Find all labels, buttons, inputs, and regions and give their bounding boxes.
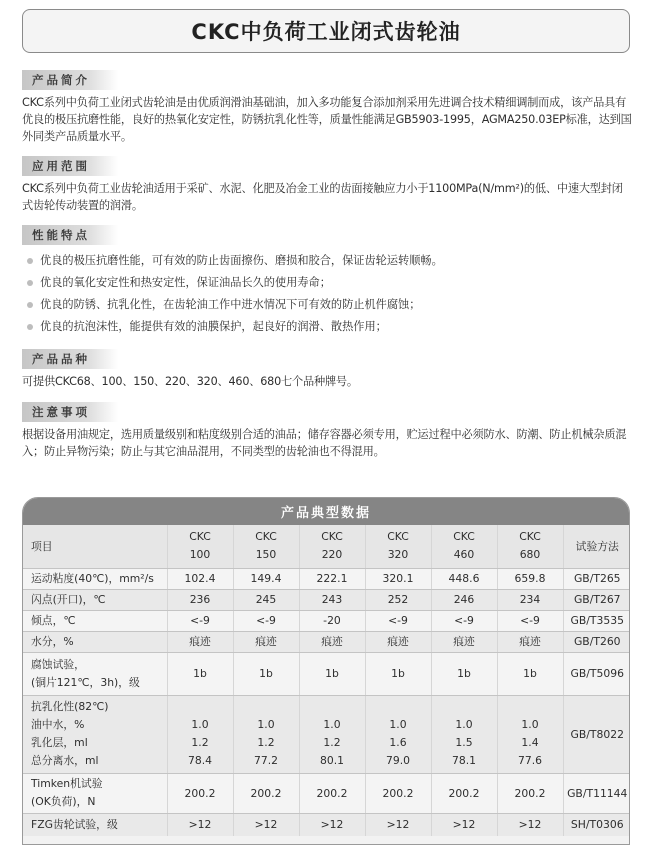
- feature-item: 优良的防锈、抗乳化性，在齿轮油工作中进水情况下可有效的防止机件腐蚀；: [22, 294, 632, 316]
- table-cell: 1b: [167, 652, 233, 695]
- row-label: 抗乳化性(82℃) 油中水，% 乳化层，ml 总分离水，ml: [23, 695, 167, 773]
- section-heading: 注意事项: [22, 402, 118, 422]
- header-grade: CKC 100: [167, 525, 233, 568]
- section-heading: 产品品种: [22, 349, 118, 369]
- application-text: CKC系列中负荷工业齿轮油适用于采矿、水泥、化肥及冶金工业的齿面接触应力小于1100MPa(N/mm²)的低、中速大型封闭式齿轮传动装置的润滑。: [22, 182, 623, 212]
- table-cell: 252: [365, 589, 431, 610]
- table-cell: <-9: [497, 610, 563, 631]
- table-cell: 1b: [497, 652, 563, 695]
- table-cell: 1.0 1.2 78.4: [167, 695, 233, 773]
- table-cell: -20: [299, 610, 365, 631]
- data-table: [23, 525, 630, 836]
- table-cell: 痕迹: [299, 631, 365, 652]
- table-cell: >12: [497, 813, 563, 836]
- table-cell: 1b: [233, 652, 299, 695]
- table-cell: 1b: [431, 652, 497, 695]
- table-cell: <-9: [233, 610, 299, 631]
- table-cell: >12: [365, 813, 431, 836]
- section-notes: [22, 401, 632, 460]
- title-box: [22, 9, 630, 53]
- row-label: Timken机试验 (OK负荷)，N: [23, 773, 167, 813]
- table-cell: 236: [167, 589, 233, 610]
- method-cell: GB/T267: [563, 589, 630, 610]
- table-cell: 246: [431, 589, 497, 610]
- table-cell: 149.4: [233, 568, 299, 589]
- table-cell: 200.2: [431, 773, 497, 813]
- section-heading: 性能特点: [22, 225, 118, 245]
- table-row: [23, 773, 630, 813]
- method-cell: GB/T3535: [563, 610, 630, 631]
- feature-list: [22, 250, 632, 338]
- row-label: 运动粘度(40℃)，mm²/s: [23, 568, 167, 589]
- row-label: 闪点(开口)，℃: [23, 589, 167, 610]
- feature-item: 优良的抗泡沫性，能提供有效的油膜保护，起良好的润滑、散热作用；: [22, 316, 632, 338]
- table-cell: >12: [233, 813, 299, 836]
- table-row: [23, 568, 630, 589]
- table-cell: <-9: [365, 610, 431, 631]
- table-cell: 200.2: [167, 773, 233, 813]
- table-cell: >12: [167, 813, 233, 836]
- table-cell: 320.1: [365, 568, 431, 589]
- header-item: 项目: [23, 525, 167, 568]
- table-cell: 1.0 1.2 80.1: [299, 695, 365, 773]
- table-row: [23, 610, 630, 631]
- feature-item: 优良的氧化安定性和热安定性，保证油品长久的使用寿命；: [22, 272, 632, 294]
- table-cell: 痕迹: [365, 631, 431, 652]
- section-intro: [22, 69, 632, 145]
- table-cell: 659.8: [497, 568, 563, 589]
- feature-item: 优良的极压抗磨性能，可有效的防止齿面擦伤、磨损和胶合，保证齿轮运转顺畅。: [22, 250, 632, 272]
- table-cell: 1b: [365, 652, 431, 695]
- table-title: 产品典型数据: [23, 498, 629, 525]
- table-cell: 245: [233, 589, 299, 610]
- header-grade: CKC 220: [299, 525, 365, 568]
- table-cell: <-9: [167, 610, 233, 631]
- table-cell: 448.6: [431, 568, 497, 589]
- intro-text: CKC系列中负荷工业闭式齿轮油是由优质润滑油基础油，加入多功能复合添加剂采用先进调合技术精细调制而成，该产品具有优良的极压抗磨性能，良好的热氧化安定性，防锈抗乳化性等，质量性能满足GB5903-1995，AGMA250.03EP标准，达到国外同类产品质量水平。: [22, 96, 632, 143]
- header-grade: CKC 320: [365, 525, 431, 568]
- table-cell: 1.0 1.5 78.1: [431, 695, 497, 773]
- table-cell: 1.0 1.2 77.2: [233, 695, 299, 773]
- section-application: [22, 155, 632, 214]
- table-cell: 痕迹: [233, 631, 299, 652]
- header-grade: CKC 680: [497, 525, 563, 568]
- row-label: FZG齿轮试验，级: [23, 813, 167, 836]
- table-cell: 234: [497, 589, 563, 610]
- table-cell: 200.2: [299, 773, 365, 813]
- typical-data-table: [22, 497, 630, 845]
- table-cell: 222.1: [299, 568, 365, 589]
- table-row: [23, 652, 630, 695]
- row-label: 水分，%: [23, 631, 167, 652]
- table-row: [23, 695, 630, 773]
- table-cell: 1b: [299, 652, 365, 695]
- method-cell: GB/T11144: [563, 773, 630, 813]
- header-grade: CKC 150: [233, 525, 299, 568]
- method-cell: GB/T5096: [563, 652, 630, 695]
- table-cell: 1.0 1.4 77.6: [497, 695, 563, 773]
- table-cell: 102.4: [167, 568, 233, 589]
- table-row: [23, 589, 630, 610]
- page-title: CKC中负荷工业闭式齿轮油: [191, 20, 461, 44]
- notes-text: 根据设备用油规定，选用质量级别和粘度级别合适的油品；储存容器必须专用，贮运过程中必须防水、防潮、防止机械杂质混入；防止异物污染；防止与其它油品混用，不同类型的齿轮油也不得混用。: [22, 428, 627, 458]
- method-cell: GB/T8022: [563, 695, 630, 773]
- method-cell: GB/T260: [563, 631, 630, 652]
- table-cell: <-9: [431, 610, 497, 631]
- row-label: 腐蚀试验， (铜片121℃，3h)，级: [23, 652, 167, 695]
- table-cell: 1.0 1.6 79.0: [365, 695, 431, 773]
- section-heading: 应用范围: [22, 156, 118, 176]
- table-cell: >12: [299, 813, 365, 836]
- table-cell: 200.2: [365, 773, 431, 813]
- table-cell: >12: [431, 813, 497, 836]
- table-cell: 200.2: [233, 773, 299, 813]
- table-row: [23, 813, 630, 836]
- header-method: 试验方法: [563, 525, 630, 568]
- section-features: [22, 224, 632, 338]
- table-cell: 痕迹: [431, 631, 497, 652]
- table-cell: 200.2: [497, 773, 563, 813]
- varieties-text: 可提供CKC68、100、150、220、320、460、680七个品种牌号。: [22, 375, 358, 388]
- method-cell: GB/T265: [563, 568, 630, 589]
- table-cell: 痕迹: [497, 631, 563, 652]
- row-label: 倾点，℃: [23, 610, 167, 631]
- method-cell: SH/T0306: [563, 813, 630, 836]
- table-cell: 243: [299, 589, 365, 610]
- table-header-row: [23, 525, 630, 568]
- section-varieties: [22, 348, 632, 390]
- table-row: [23, 631, 630, 652]
- section-heading: 产品简介: [22, 70, 118, 90]
- header-grade: CKC 460: [431, 525, 497, 568]
- table-cell: 痕迹: [167, 631, 233, 652]
